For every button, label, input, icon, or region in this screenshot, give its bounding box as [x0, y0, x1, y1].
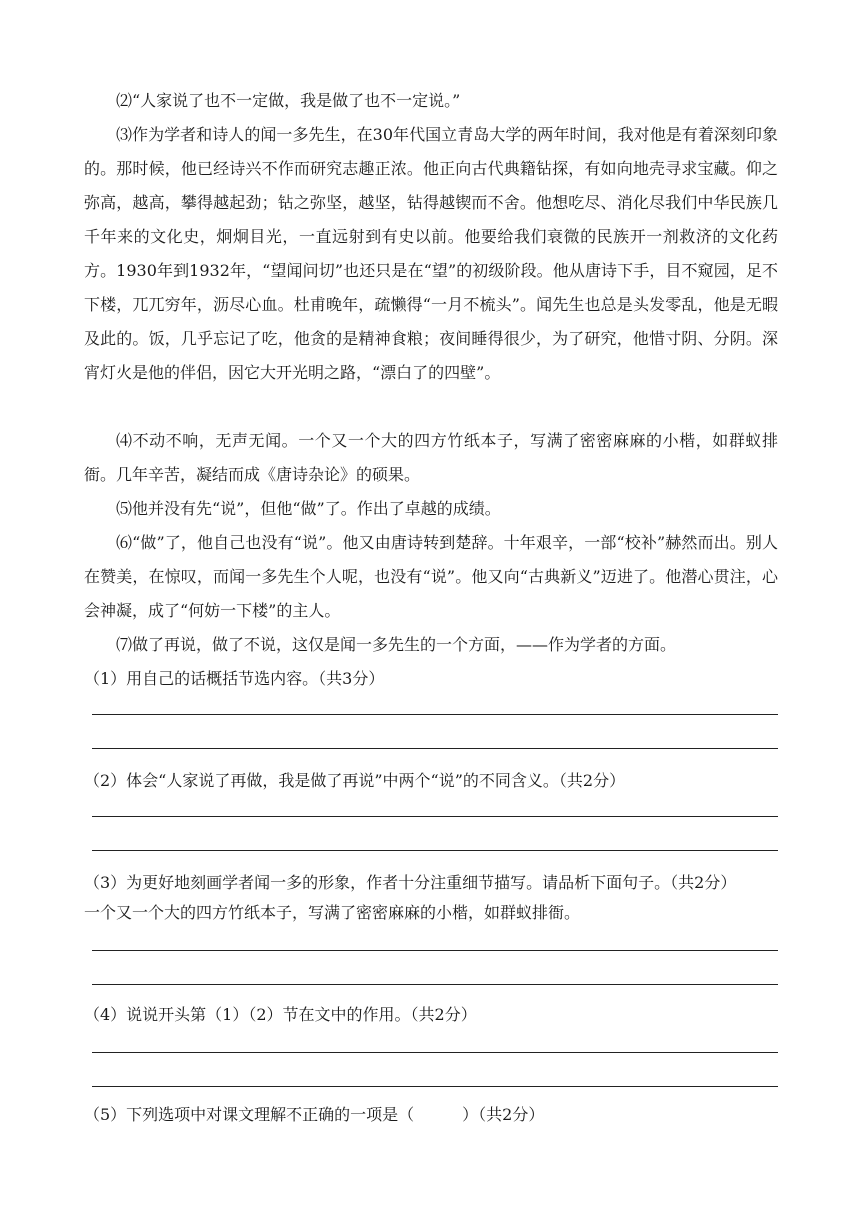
answer-line[interactable]: [92, 984, 778, 985]
question-1: （1）用自己的话概括节选内容。（共3分）: [84, 669, 385, 688]
paragraph-3: ⑶作为学者和诗人的闻一多先生，在30年代国立青岛大学的两年时间，我对他是有着深刻印象的。那时候，他已经诗兴不作而研究志趣正浓。他正向古代典籍钻探，有如向地壳寻求宝藏。仰之弥高，越高，攀得越起劲；钻之弥坚，越坚，钻得越锲而不舍。他想吃尽、消化尽我们中华民族几千年来的文化史，炯炯目光，一直远射到有史以前。他要给我们衰微的民族开一剂救济的文化药方。1930年到1932年，“望闻问切”也还只是在“望”的初级阶段。他从唐诗下手，目不窥园，足不下楼，兀兀穷年，沥尽心血。杜甫晚年，疏懒得“一月不梳头”。闻先生也总是头发零乱，他是无暇及此的。饭，几乎忘记了吃，他贪的是精神食粮；夜间睡得很少，为了研究，他惜寸阴、分阴。深宵灯火是他的伴侣，因它大开光明之路，“漂白了的四壁”。: [84, 125, 778, 382]
answer-line[interactable]: [92, 1086, 778, 1087]
question-2: （2）体会“人家说了再做，我是做了再说”中两个“说”的不同含义。（共2分）: [84, 771, 626, 790]
answer-line[interactable]: [92, 1052, 778, 1053]
answer-line[interactable]: [92, 816, 778, 817]
question-3: （3）为更好地刻画学者闻一多的形象，作者十分注重细节描写。请品析下面句子。（共2分）: [84, 873, 737, 892]
answer-line[interactable]: [92, 748, 778, 749]
answer-line[interactable]: [92, 850, 778, 851]
answer-line[interactable]: [92, 714, 778, 715]
paragraph-4: ⑷不动不响，无声无闻。一个又一个大的四方竹纸本子，写满了密密麻麻的小楷，如群蚁排衙。几年辛苦，凝结而成《唐诗杂论》的硕果。: [84, 431, 778, 484]
paragraph-2: ⑵“人家说了也不一定做，我是做了也不一定说。”: [116, 91, 461, 110]
question-5: （5）下列选项中对课文理解不正确的一项是（ ）（共2分）: [84, 1105, 545, 1124]
answer-line[interactable]: [92, 950, 778, 951]
question-4: （4）说说开头第（1）（2）节在文中的作用。（共2分）: [84, 1005, 477, 1024]
paragraph-5: ⑸他并没有先“说”，但他“做”了。作出了卓越的成绩。: [116, 499, 501, 518]
paragraph-6: ⑹“做”了，他自己也没有“说”。他又由唐诗转到楚辞。十年艰辛，一部“校补”赫然而出。别人在赞美，在惊叹，而闻一多先生个人呢，也没有“说”。他又向“古典新义”迈进了。他潜心贯注，心会神凝，成了“何妨一下楼”的主人。: [84, 533, 778, 620]
question-3-sentence: 一个又一个大的四方竹纸本子，写满了密密麻麻的小楷，如群蚁排衙。: [84, 903, 581, 922]
paragraph-7: ⑺做了再说，做了不说，这仅是闻一多先生的一个方面，——作为学者的方面。: [116, 635, 677, 654]
